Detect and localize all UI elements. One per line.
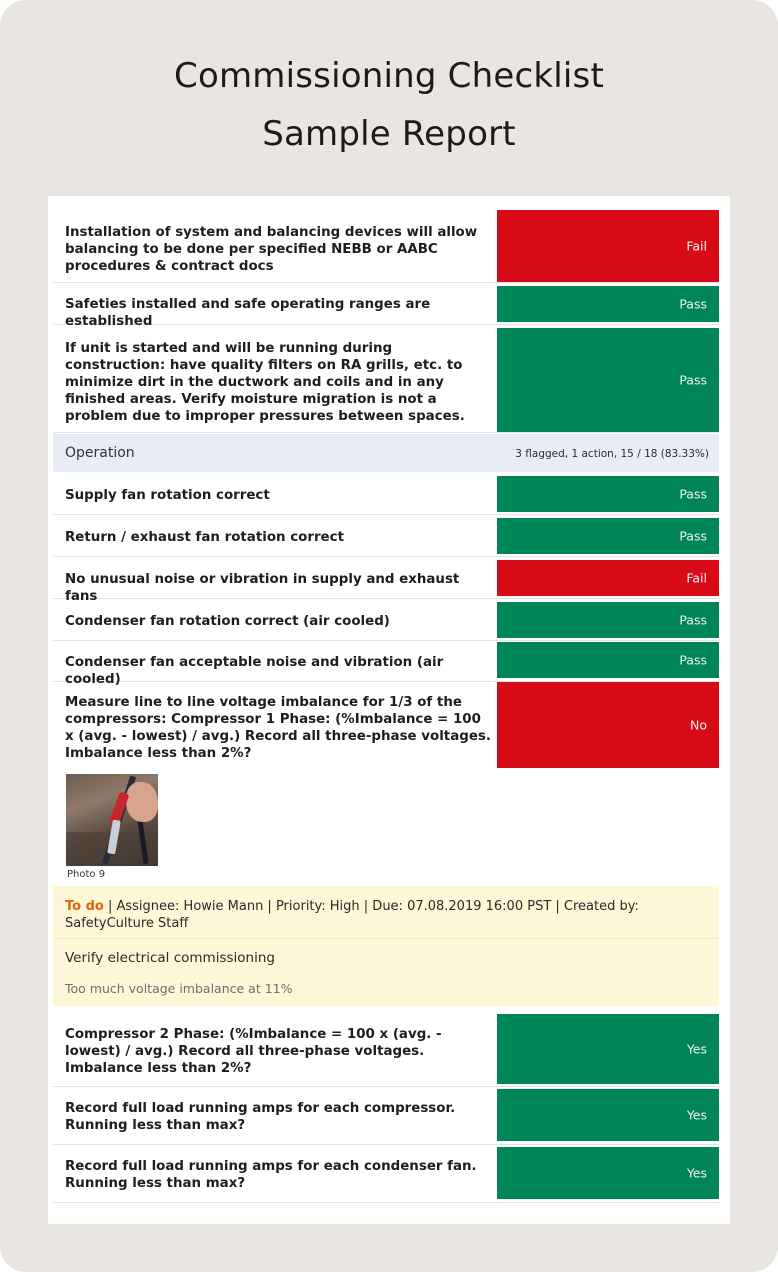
action-note: Too much voltage imbalance at 11% [65,981,293,996]
response-badge-pass [497,286,719,322]
response-badge-pass [497,642,719,678]
photo-caption: Photo 9 [67,869,106,880]
item-question: Supply fan rotation correct [65,488,270,503]
item-question: Return / exhaust fan rotation correct [65,530,344,545]
checklist-item [53,558,719,604]
checklist-item [53,326,719,433]
item-question: Record full load running amps for each condenser fan. Running less than max? [65,1159,477,1191]
item-question: No unusual noise or vibration in supply and exhaust fans [65,572,460,604]
response-label: Pass [679,486,707,502]
section-header-operation [53,434,719,472]
action-card[interactable] [53,886,719,1006]
checklist-item [53,1088,719,1145]
response-label: Yes [686,1041,707,1057]
response-label: Pass [679,528,707,544]
response-badge-pass [497,518,719,554]
item-question: Condenser fan rotation correct (air cooled) [65,614,390,629]
item-question: If unit is started and will be running during construction: have quality filters on RA grills, etc. to minimize dirt in the ductwork and coils and in any finished areas. Verify moisture migration is not a problem due to improper pressures between spaces. [65,341,465,424]
page-subtitle: Sample Report [262,114,516,154]
response-label: Pass [679,612,707,628]
checklist-item [53,474,719,515]
checklist-item [53,284,719,329]
checklist-item [53,1146,719,1203]
response-label: Pass [679,296,707,312]
response-label: No [690,717,707,733]
response-badge-pass [497,1147,719,1199]
item-question: Compressor 2 Phase: (%Imbalance = 100 x (avg. - lowest) / avg.) Record all three-phase voltages. Imbalance less than 2%? [65,1027,442,1076]
item-question: Condenser fan acceptable noise and vibration (air cooled) [65,655,444,687]
response-label: Fail [686,238,707,254]
section-name: Operation [65,445,135,461]
item-question: Installation of system and balancing devices will allow balancing to be done per specified NEBB or AABC procedures & contract docs [65,225,478,274]
page-title: Commissioning Checklist [174,56,604,96]
action-status: To do [65,899,104,914]
checklist-item [53,1012,719,1087]
report-page [48,196,730,1224]
response-label: Pass [679,372,707,388]
item-question: Measure line to line voltage imbalance for 1/3 of the compressors: Compressor 1 Phase: (%Imbalance = 100 x (avg. - lowest) / avg.) Record all three-phase voltages. Imbalance less than 2%? [65,695,491,761]
response-badge-fail [497,682,719,768]
checklist-item [53,682,719,770]
action-title: Verify electrical commissioning [65,950,275,966]
response-label: Pass [679,652,707,668]
checklist-item [53,210,719,283]
item-question: Record full load running amps for each compressor. Running less than max? [65,1101,456,1133]
response-badge-pass [497,1089,719,1141]
item-question: Safeties installed and safe operating ranges are established [65,297,431,329]
response-badge-fail [497,560,719,596]
response-badge-pass [497,328,719,432]
action-details: | Assignee: Howie Mann | Priority: High | Due: 07.08.2019 16:00 PST | Created by: SafetyCulture Staff [65,899,639,931]
section-stats: 3 flagged, 1 action, 15 / 18 (83.33%) [515,448,709,460]
response-label: Yes [686,1165,707,1181]
response-badge-pass [497,1014,719,1084]
response-badge-fail [497,210,719,282]
divider [53,938,719,939]
checklist-item [53,516,719,557]
action-meta [65,898,705,932]
response-label: Fail [686,570,707,586]
response-badge-pass [497,602,719,638]
response-badge-pass [497,476,719,512]
checklist-item [53,600,719,641]
photo-thumbnail[interactable] [66,774,158,866]
checklist-item [53,641,719,687]
response-label: Yes [686,1107,707,1123]
